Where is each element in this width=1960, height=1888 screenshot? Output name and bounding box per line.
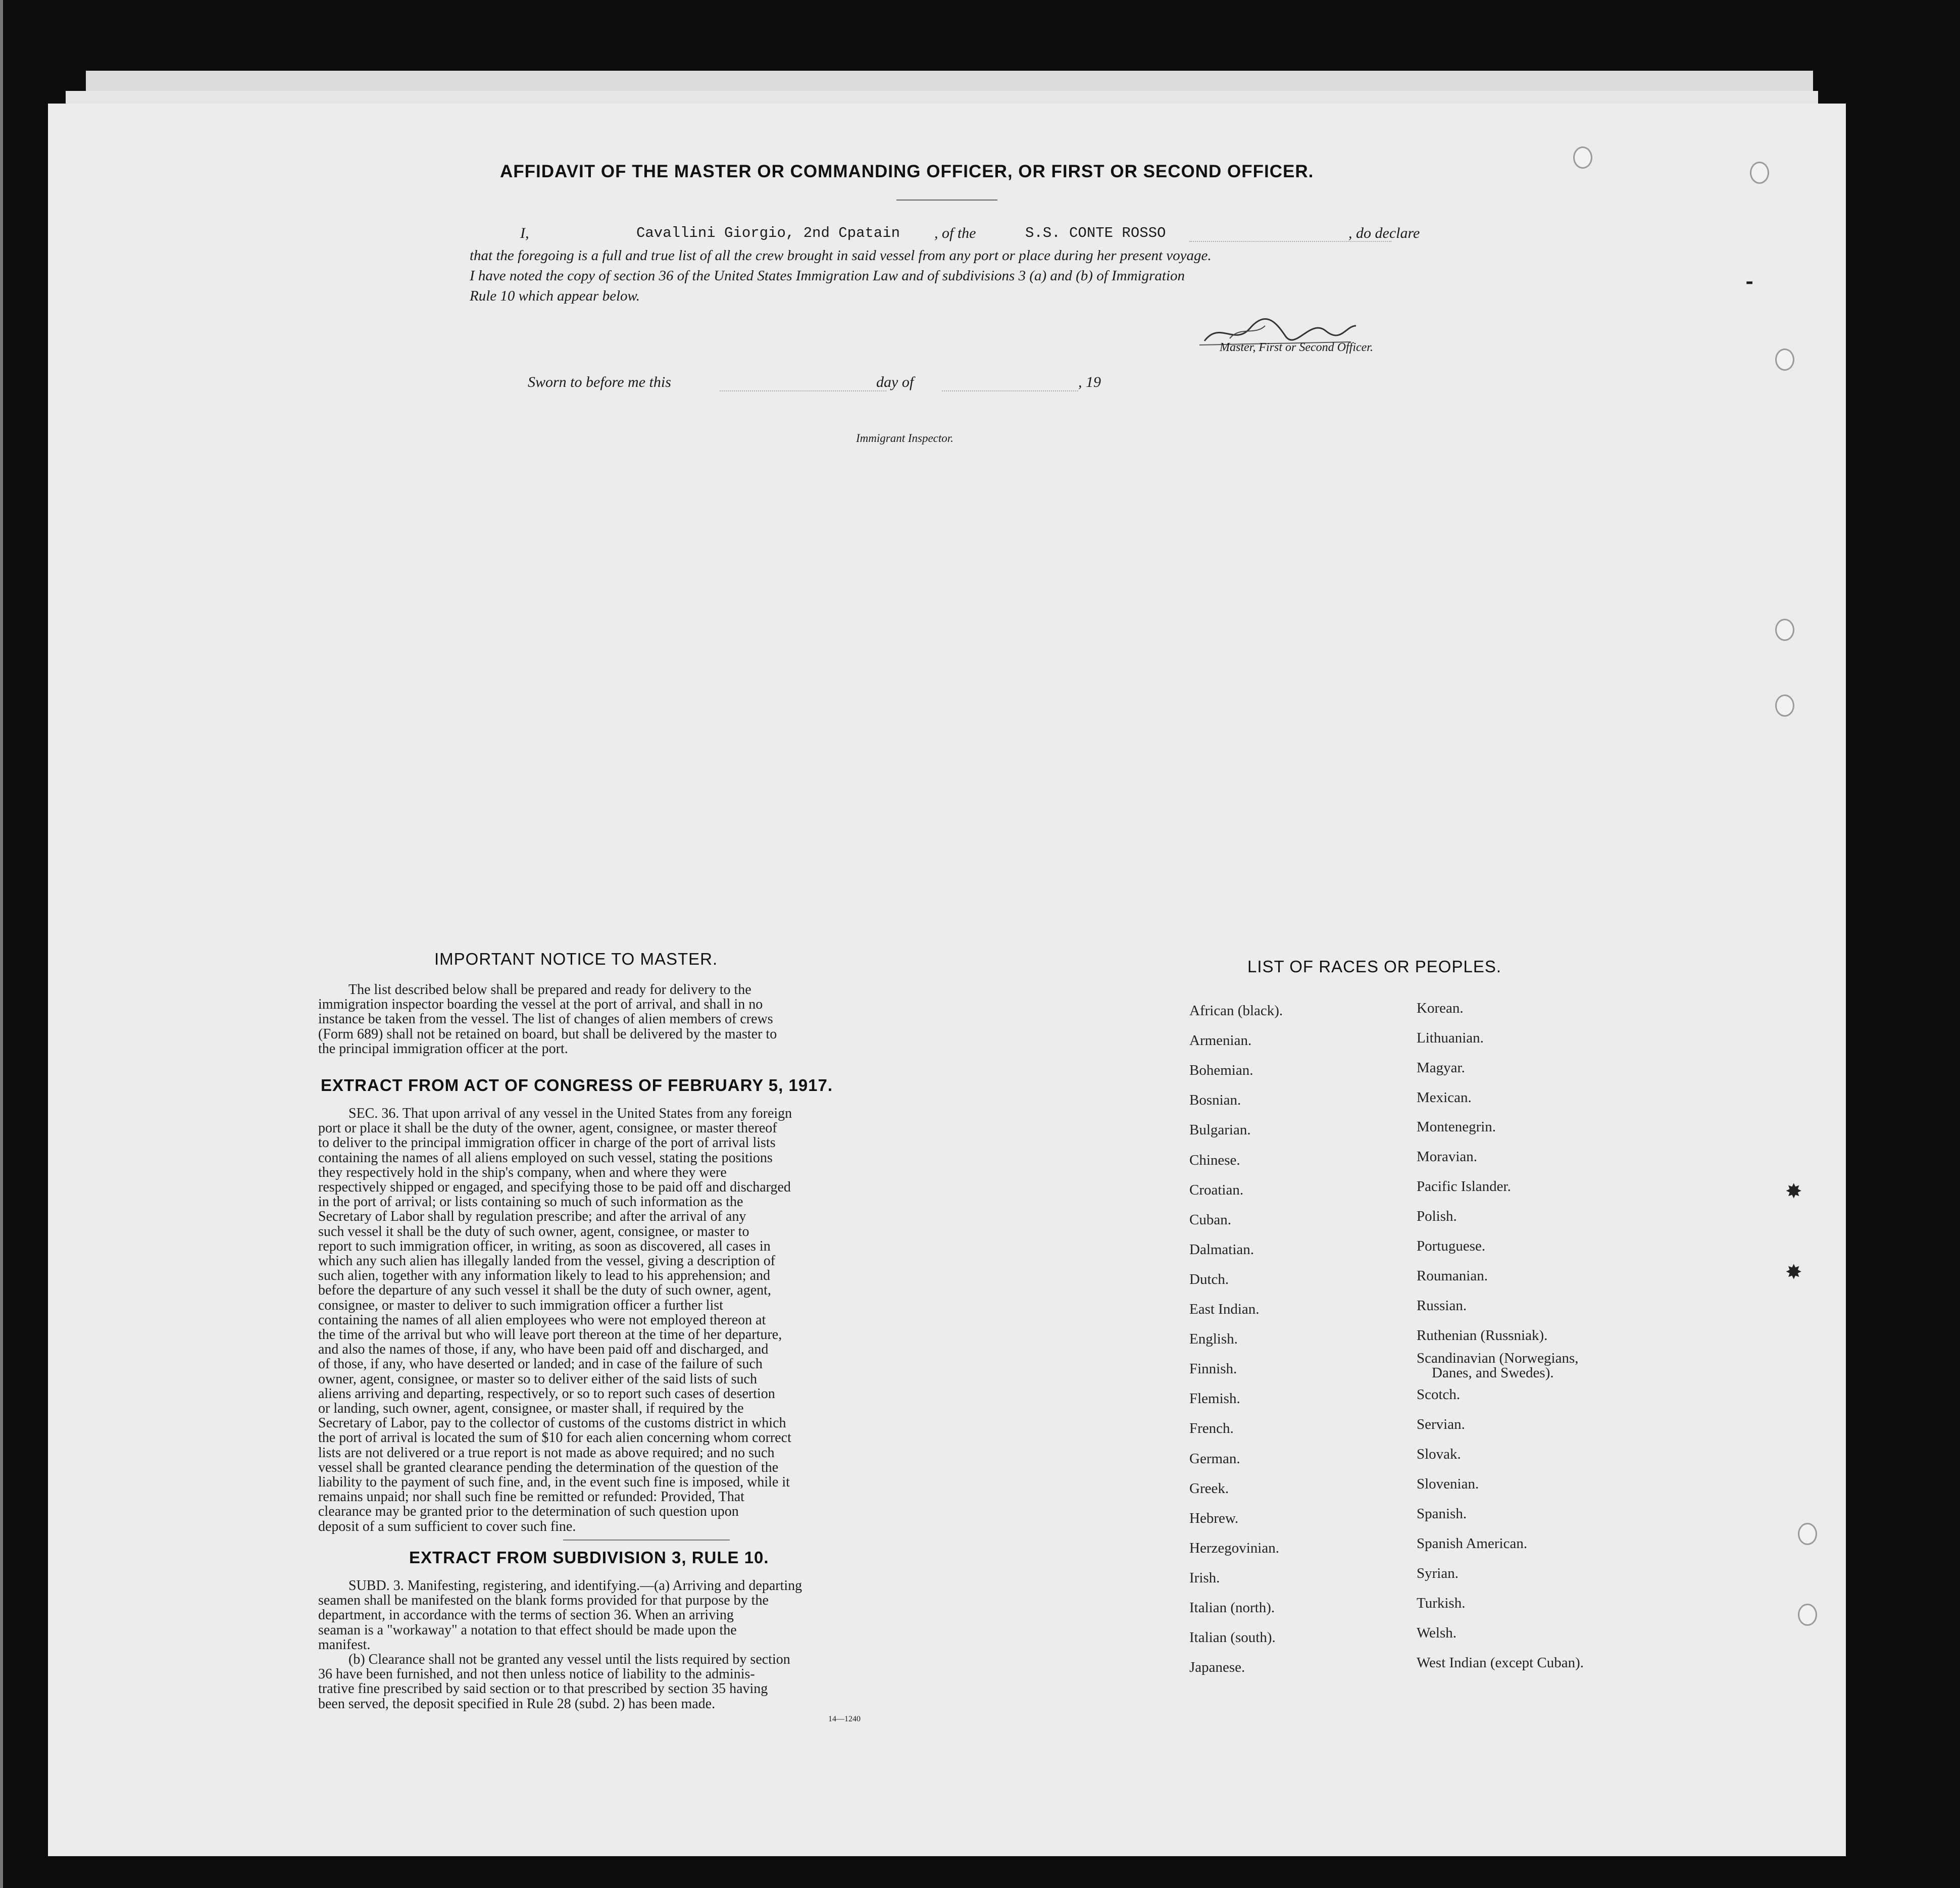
affidavit-line-4: Rule 10 which appear below. (470, 288, 640, 304)
race-entry: Flemish. (1189, 1390, 1240, 1407)
race-entry: Mexican. (1417, 1089, 1472, 1106)
punch-hole (1775, 619, 1794, 641)
binding-edge (0, 0, 3, 1888)
i-label: I, (520, 225, 529, 241)
paragraph-line: consignee, or master to deliver to such immigration officer a further list (318, 1297, 723, 1313)
rule-subdivision-3 (318, 1578, 954, 1711)
paragraph-line: before the departure of any such vessel it shall be the duty of such owner, agent, (318, 1282, 771, 1299)
paragraph-line: seaman is a "workaway" a notation to that effect should be made upon the (318, 1622, 737, 1638)
sworn-label: Sworn to before me this (528, 374, 671, 390)
paragraph-line: department, in accordance with the terms of section 36. When an arriving (318, 1607, 734, 1623)
notice-line: instance be taken from the vessel. The list of changes of alien members of crews (318, 1011, 773, 1027)
paragraph-line: lists are not delivered or a true report is not made as above required; and no such (318, 1445, 775, 1461)
race-entry: African (black). (1189, 1003, 1283, 1019)
paragraph-line: or landing, such owner, agent, consignee, or master shall, if required by the (318, 1401, 744, 1417)
race-entry: English. (1189, 1331, 1238, 1348)
punch-mark-icon: ✸ (1785, 1180, 1802, 1203)
year-prefix: , 19 (1078, 374, 1101, 390)
paragraph-line: the time of the arrival but who will leave port thereon at the time of her departure, (318, 1327, 782, 1343)
paragraph-line: remains unpaid; nor shall such fine be remitted or refunded: Provided, That (318, 1489, 744, 1505)
paragraph-line: aliens arriving and departing, respectively, or so to report such cases of desertion (318, 1385, 775, 1402)
paragraph-line: such alien, together with any information likely to lead to his apprehension; and (318, 1268, 771, 1284)
paragraph-line: manifest. (318, 1636, 371, 1653)
paragraph-line: to deliver to the principal immigration officer in charge of the port of arrival lists (318, 1135, 776, 1151)
day-of-label: day of (876, 374, 914, 390)
act-section-36 (318, 1106, 954, 1534)
race-entry: Montenegrin. (1417, 1119, 1496, 1135)
paragraph-line: and also the names of those, if any, who have been paid off and discharged, and (318, 1342, 769, 1358)
paragraph-line: they respectively hold in the ship's company, when and where they were (318, 1164, 727, 1180)
affidavit-title: AFFIDAVIT OF THE MASTER OR COMMANDING OFFICER, OR FIRST OR SECOND OFFICER. (500, 162, 1314, 181)
inspector-caption: Immigrant Inspector. (856, 432, 953, 444)
affidavit-line-2: that the foregoing is a full and true list of all the crew brought in said vessel from any port or place during her present voyage. (470, 247, 1212, 264)
races-title: LIST OF RACES OR PEOPLES. (1247, 957, 1502, 976)
paragraph-line: 36 have been furnished, and not then unless notice of liability to the adminis- (318, 1666, 755, 1682)
paragraph-line: deposit of a sum sufficient to cover such fine. (318, 1518, 576, 1534)
section-rule (563, 1539, 730, 1541)
race-entry: Slovenian. (1417, 1476, 1479, 1492)
race-entry: Italian (north). (1189, 1600, 1275, 1616)
race-entry: Irish. (1189, 1569, 1220, 1586)
race-entry: German. (1189, 1450, 1240, 1467)
race-entry: East Indian. (1189, 1301, 1260, 1317)
page-mark: ⁃ (1745, 273, 1754, 293)
race-entry: Scandinavian (Norwegians, (1417, 1350, 1579, 1366)
race-entry: Cuban. (1189, 1211, 1231, 1228)
race-entry: Ruthenian (Russniak). (1417, 1327, 1548, 1344)
paragraph-line: been served, the deposit specified in Rule 28 (subd. 2) has been made. (318, 1696, 716, 1712)
paragraph-line: respectively shipped or engaged, and specifying those to be paid off and discharged (318, 1179, 791, 1196)
race-entry: Bulgarian. (1189, 1122, 1251, 1138)
signature-caption: Master, First or Second Officer. (1220, 341, 1373, 354)
race-entry: French. (1189, 1420, 1234, 1437)
race-entry: Spanish. (1417, 1506, 1467, 1522)
paragraph-line: SUBD. 3. Manifesting, registering, and identifying.—(a) Arriving and departing (348, 1578, 802, 1594)
paragraph-line: in the port of arrival; or lists containing so much of such information as the (318, 1194, 743, 1210)
notice-line: immigration inspector boarding the vessel at the port of arrival, and shall in no (318, 997, 763, 1013)
race-entry: Japanese. (1189, 1659, 1245, 1676)
race-entry: Russian. (1417, 1298, 1467, 1314)
notice-line: The list described below shall be prepared and ready for delivery to the (348, 982, 751, 998)
officer-name-field: Cavallini Giorgio, 2nd Cpatain (636, 225, 900, 241)
paragraph-line: containing the names of all aliens employed on such vessel, stating the positions (318, 1150, 773, 1166)
race-entry: Welsh. (1417, 1625, 1457, 1641)
race-entry: Spanish American. (1417, 1535, 1528, 1552)
race-entry: Moravian. (1417, 1149, 1477, 1165)
notice-line: (Form 689) shall not be retained on board, but shall be delivered by the master to (318, 1026, 777, 1042)
paragraph-line: the port of arrival is located the sum of $10 for each alien concerning whom correct (318, 1430, 791, 1446)
notice-paragraph (318, 982, 954, 1056)
race-entry: Italian (south). (1189, 1629, 1276, 1646)
race-entry: Greek. (1189, 1480, 1229, 1497)
paragraph-line: seamen shall be manifested on the blank forms provided for that purpose by the (318, 1593, 769, 1609)
form-number: 14—1240 (828, 1715, 861, 1723)
paragraph-line: containing the names of all alien employees who were not employed thereon at (318, 1312, 766, 1328)
punch-hole (1798, 1523, 1817, 1545)
affidavit-page (48, 104, 1846, 1856)
paragraph-line: clearance may be granted prior to the determination of such question upon (318, 1504, 739, 1520)
race-entry: Bohemian. (1189, 1062, 1253, 1079)
race-entry: Hebrew. (1189, 1510, 1239, 1526)
race-entry: Turkish. (1417, 1595, 1466, 1611)
paragraph-line: Secretary of Labor, pay to the collector of customs of the customs district in which (318, 1415, 786, 1431)
race-entry: Lithuanian. (1417, 1030, 1484, 1046)
race-entry: Croatian. (1189, 1181, 1244, 1198)
act-title: EXTRACT FROM ACT OF CONGRESS OF FEBRUARY 5, 1917. (321, 1076, 833, 1095)
race-entry: Chinese. (1189, 1152, 1240, 1168)
race-entry: Magyar. (1417, 1060, 1465, 1076)
punch-hole (1798, 1604, 1817, 1626)
paragraph-line: trative fine prescribed by said section or to that prescribed by section 35 having (318, 1681, 768, 1697)
of-the-label: , of the (934, 225, 976, 241)
paragraph-line: owner, agent, consignee, or master so to deliver either of the said lists of such (318, 1371, 757, 1387)
race-entry: Korean. (1417, 1000, 1464, 1016)
paragraph-line: which any such alien has illegally landed from the vessel, giving a description of (318, 1253, 776, 1269)
race-entry: Danes, and Swedes). (1432, 1365, 1554, 1381)
paragraph-line: SEC. 36. That upon arrival of any vessel in the United States from any foreign (348, 1106, 792, 1121)
sworn-day-blank (720, 390, 886, 391)
race-entry: Portuguese. (1417, 1238, 1486, 1254)
race-entry: Scotch. (1417, 1386, 1461, 1403)
race-entry: Syrian. (1417, 1565, 1459, 1581)
race-entry: Armenian. (1189, 1032, 1252, 1049)
paragraph-line: such vessel it shall be the duty of such owner, agent, consignee, or master to (318, 1223, 749, 1239)
race-entry: Polish. (1417, 1208, 1457, 1224)
notice-title: IMPORTANT NOTICE TO MASTER. (434, 950, 718, 968)
punch-hole (1573, 146, 1592, 169)
race-entry: Servian. (1417, 1416, 1465, 1432)
paragraph-line: liability to the payment of such fine, and, in the event such fine is imposed, while it (318, 1474, 790, 1490)
race-entry: West Indian (except Cuban). (1417, 1655, 1584, 1671)
vessel-name-field: S.S. CONTE ROSSO (1025, 225, 1166, 241)
punch-hole (1775, 694, 1794, 717)
rule-title: EXTRACT FROM SUBDIVISION 3, RULE 10. (409, 1548, 769, 1567)
race-entry: Bosnian. (1189, 1092, 1241, 1109)
paragraph-line: report to such immigration officer, in writing, as soon as discovered, all cases in (318, 1238, 771, 1254)
paragraph-line: Secretary of Labor shall by regulation prescribe; and after the arrival of any (318, 1209, 746, 1225)
race-entry: Finnish. (1189, 1361, 1237, 1377)
sworn-month-blank (942, 390, 1078, 391)
affidavit-line-3: I have noted the copy of section 36 of the United States Immigration Law and of subdivisions 3 (a) and (b) of Immigration (470, 268, 1185, 284)
paragraph-line: vessel shall be granted clearance pending the determination of the question of the (318, 1459, 779, 1475)
paragraph-line: (b) Clearance shall not be granted any vessel until the lists required by section (348, 1652, 790, 1668)
paragraph-line: port or place it shall be the duty of the owner, agent, consignee, or master thereof (318, 1120, 777, 1136)
title-rule (896, 200, 997, 201)
race-entry: Dutch. (1189, 1271, 1229, 1287)
punch-hole (1775, 349, 1794, 371)
notice-line: the principal immigration officer at the port. (318, 1040, 568, 1057)
race-entry: Roumanian. (1417, 1268, 1488, 1284)
race-entry: Pacific Islander. (1417, 1178, 1511, 1195)
race-entry: Slovak. (1417, 1446, 1461, 1462)
race-entry: Herzegovinian. (1189, 1539, 1279, 1556)
do-declare-label: , do declare (1348, 225, 1420, 241)
paragraph-line: of those, if any, who have deserted or landed; and in case of the failure of such (318, 1356, 763, 1372)
punch-mark-icon: ✸ (1785, 1261, 1802, 1283)
punch-hole (1750, 162, 1769, 184)
race-entry: Dalmatian. (1189, 1241, 1254, 1258)
